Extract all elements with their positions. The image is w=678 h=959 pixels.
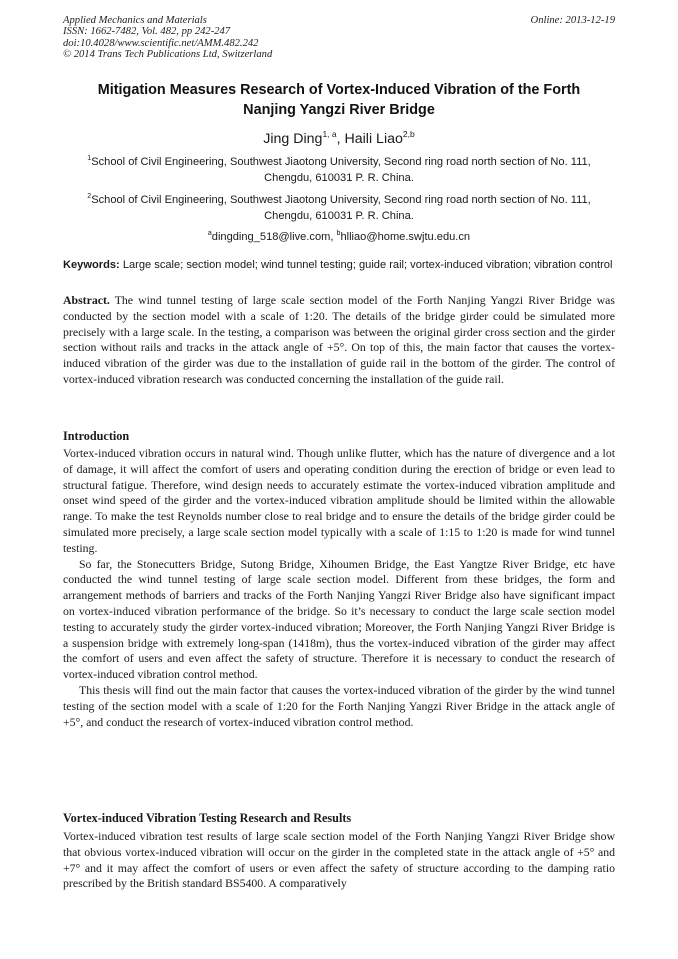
abstract (63, 293, 615, 388)
affiliation-2 (63, 193, 615, 225)
paper-title (63, 81, 615, 120)
keywords (63, 258, 615, 273)
author-separator: , (336, 131, 345, 147)
author-2-affiliation-marker: 2,b (402, 129, 415, 139)
email-separator: , (330, 231, 337, 243)
doi-line: doi:10.4028/www.scientific.net/AMM.482.242 (63, 37, 259, 49)
publication-header (63, 15, 615, 61)
email-b-marker: b (336, 230, 341, 237)
title-line-2: Nanjing Yangzi River Bridge (243, 101, 435, 118)
author-1-name: Jing Ding (263, 131, 323, 147)
author-list (63, 130, 615, 148)
section-2-paragraph-1: Vortex-induced vibration test results of large scale section model of the Forth Nanjing Yangzi River Bridge show that obvious vortex-induced vibration will occur on the girder in the completed state in the attack angle of +5° and +7° and it may affect the comfort of users or even affect the safety of structure according to the damping ratio prescribed by the British standard BS5400. A comparatively (63, 829, 615, 891)
email-b: hlliao@home.swjtu.edu.cn (340, 231, 471, 243)
author-2-name: Haili Liao (344, 131, 403, 147)
copyright-line: © 2014 Trans Tech Publications Ltd, Switzerland (63, 49, 273, 61)
affiliation-2-text: School of Civil Engineering, Southwest Jiaotong University, Second ring road north section of No. 111, Chengdu, 610031 P. R. China. (91, 194, 591, 222)
affiliation-1 (63, 155, 615, 187)
affiliation-1-marker: 1 (87, 155, 92, 162)
intro-paragraph-2: So far, the Stonecutters Bridge, Sutong Bridge, Xihoumen Bridge, the East Yangtze River Bridge, etc have conducted the wind tunnel testing of large scale section model. Different from these bridges, the form and arrangement methods of barriers and tracks of the Forth Nanjing Yangzi River Bridge also have significant impact on vortex-induced vibration performance of the bridge. So it’s necessary to conduct the large scale section model testing to accurately study the girder vortex-induced vibration; Moreover, the Forth Nanjing Yangzi River Bridge is a suspension bridge with extremely long-span (1418m), thus the vortex-induced vibration of the girder may affect the comfort of users and even affect the safety of structure. Therefore it is necessary to conduct the research of vortex-induced vibration control method. (63, 556, 615, 682)
introduction-heading: Introduction (63, 429, 130, 443)
issn-line: ISSN: 1662-7482, Vol. 482, pp 242-247 (63, 26, 231, 38)
section-2-heading: Vortex-induced Vibration Testing Research and Results (63, 811, 352, 825)
abstract-text: The wind tunnel testing of large scale section model of the Forth Nanjing Yangzi River Bridge was conducted by the section model with a scale of 1:20. The details of the bridge girder could be simulated more precisely with a large scale. In the testing, a comparison was between the original girder cross section and the girder section without rails and tracks in the attack angle of +5°. On top of this, the main factor that causes the vortex-induced vibration of the girder was due to the installation of guide rail in the bottom of the girder. The control of vortex-induced vibration research was conducted concerning the installation of the guide rail. (63, 293, 615, 386)
intro-paragraph-3: This thesis will find out the main factor that causes the vortex-induced vibration of the girder by the wind tunnel testing of the section model with a scale of 1:20 for the Forth Nanjing Yangzi River Bridge in the attack angle of +5°, and conduct the research of vortex-induced vibration control method. (63, 682, 615, 729)
email-a: dingding_518@live.com (211, 231, 331, 243)
affiliation-2-marker: 2 (87, 193, 92, 200)
keywords-text: Large scale; section model; wind tunnel testing; guide rail; vortex-induced vibration; vibration control (122, 259, 613, 271)
abstract-label: Abstract. (63, 293, 110, 307)
email-a-marker: a (207, 230, 212, 237)
author-emails (63, 230, 615, 246)
affiliation-1-text: School of Civil Engineering, Southwest Jiaotong University, Second ring road north section of No. 111, Chengdu, 610031 P. R. China. (91, 156, 591, 184)
journal-name: Applied Mechanics and Materials (63, 15, 207, 26)
introduction-body (63, 446, 615, 730)
author-1-affiliation-marker: 1, a (322, 129, 337, 139)
title-line-1: Mitigation Measures Research of Vortex-Induced Vibration of the Forth (97, 82, 581, 98)
intro-paragraph-1: Vortex-induced vibration occurs in natural wind. Though unlike flutter, which has the nature of divergence and a lot of damage, it will affect the comfort of users and operating condition during the erection of bridge or even lead to structural fatigue. Therefore, wind design needs to accurately estimate the vortex-induced vibration amplitude and onset wind speed of the girder and the vortex-induced vibration amplitude should be limited within the allowable range. To make the test Reynolds number close to real bridge and to ensure the details of the bridge girder could be simulated more precisely, a large scale section model typically with a scale of 1:15 to 1:20 is made for wind tunnel testing. (63, 446, 615, 555)
online-date: Online: 2013-12-19 (530, 15, 615, 26)
keywords-label: Keywords: (63, 259, 120, 271)
section-2-body (63, 829, 615, 892)
